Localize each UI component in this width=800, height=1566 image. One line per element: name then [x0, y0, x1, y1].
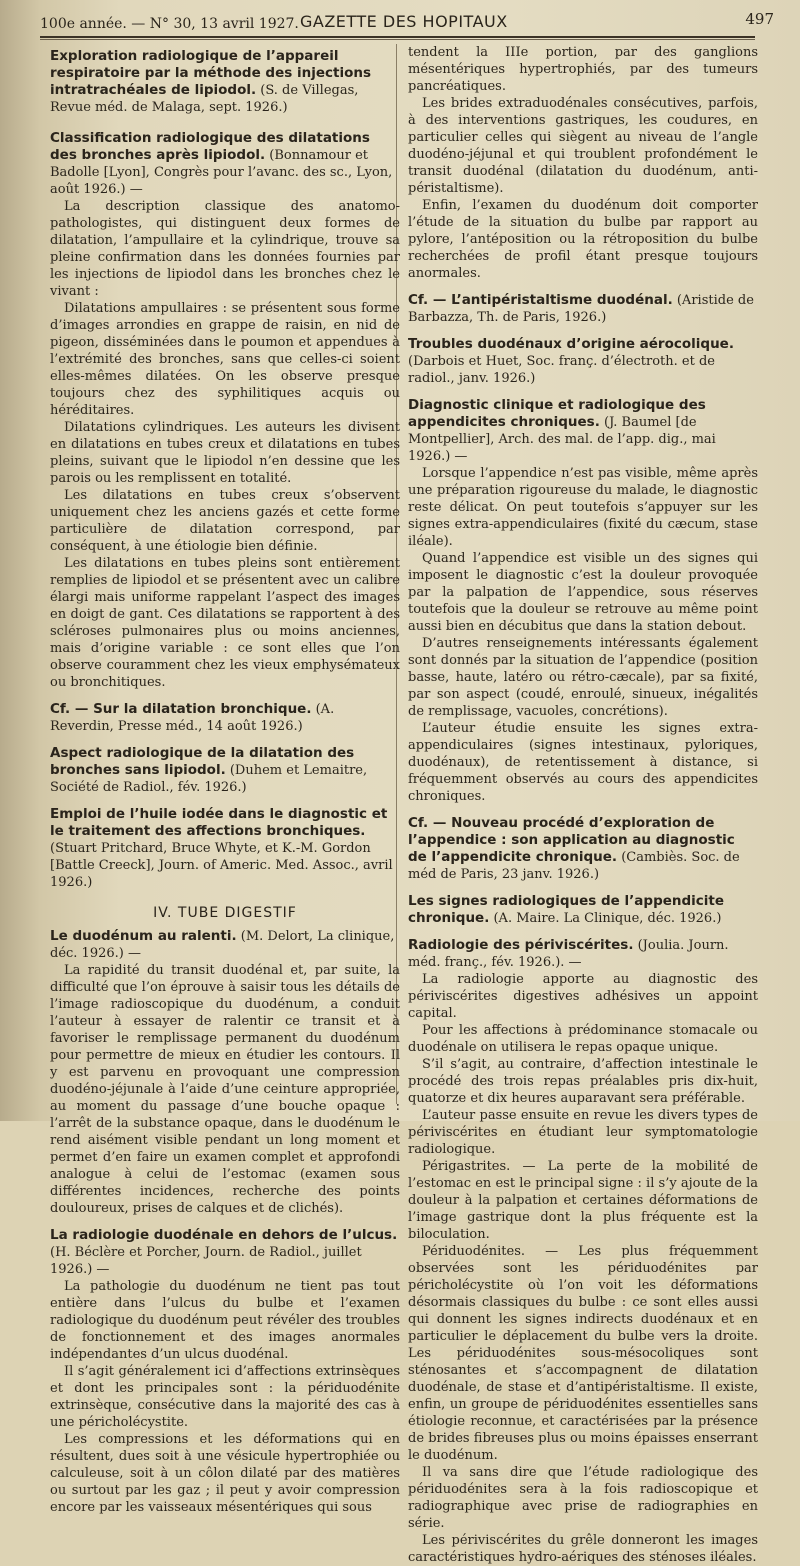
- paragraph: Périgastrites. — La perte de la mobilité de l’estomac en est le principal signe : il s’y ajoute de la douleur à la palpation et certaines déformations de l’image gastrique dont la plus fréquente est la biloculation.: [408, 1159, 758, 1242]
- paragraph: Dilatations cylindriques. Les auteurs les divisent en dilatations en tubes creux et dilatations en tubes pleins, suivant que le lipiodol n’en dessine que les parois ou les remplissent en totalité.: [50, 420, 400, 486]
- article-title: Aspect radiologique de la dilatation des bronches sans lipiodol.: [50, 745, 355, 778]
- article-citation: (Cambiès. Soc. de méd de Paris, 23 janv. 1926.): [408, 850, 740, 882]
- article-heading: [408, 397, 758, 465]
- article-citation: (Darbois et Huet, Soc. franç. d’électroth. et de radiol., janv. 1926.): [408, 354, 715, 386]
- article-title: Emploi de l’huile iodée dans le diagnostic et le traitement des affections bronchiques.: [50, 806, 388, 839]
- article-heading: [408, 336, 758, 387]
- article-citation: (A. Maire. La Clinique, déc. 1926.): [493, 911, 722, 926]
- article-title: Les signes radiologiques de l’appendicite chronique.: [408, 893, 725, 926]
- article-citation: (Aristide de Barbazza, Th. de Paris, 1926.): [408, 293, 754, 325]
- article-title: Cf. — L’antipéristaltisme duodénal.: [408, 292, 673, 308]
- article-title: Classification radiologique des dilatations des bronches après lipiodol.: [50, 130, 370, 163]
- article-heading: [50, 928, 400, 962]
- article-citation: (J. Baumel [de Montpellier], Arch. des mal. de l’app. dig., mai 1926.) —: [408, 415, 716, 464]
- article-heading: [50, 745, 400, 796]
- paragraph: Il s’agit généralement ici d’affections extrinsèques et dont les principales sont : la périduodénite extrinsèque, consécutive dans la majorité des cas à une péricholécystite.: [50, 1364, 400, 1430]
- paragraph: Lorsque l’appendice n’est pas visible, même après une préparation rigoureuse du malade, le diagnostic reste délicat. On peut toutefois s’appuyer sur les signes extra-appendiculaires (fixité du cæcum, stase iléale).: [408, 466, 758, 549]
- article-heading: [50, 806, 400, 891]
- left-column: [50, 44, 400, 1516]
- article-citation: (Bonnamour et Badolle [Lyon], Congrès pour l’avanc. des sc., Lyon, août 1926.) —: [50, 148, 393, 197]
- paragraph: D’autres renseignements intéressants également sont donnés par la situation de l’appendice (position basse, haute, latéro ou rétro-cæcale), par sa fixité, par son aspect (coudé, enroulé, sinueux, inégalités de remplissage, vacuoles, concrétions).: [408, 636, 758, 719]
- page-number: 497: [745, 10, 774, 28]
- article-citation: (A. Reverdin, Presse méd., 14 août 1926.): [50, 702, 335, 734]
- paragraph: Les périviscérites du grêle donneront les images caractéristiques hydro-aériques des sténoses iléales.: [408, 1533, 758, 1565]
- section-title: IV. TUBE DIGESTIF: [153, 905, 297, 921]
- paragraph: La description classique des anatomo-pathologistes, qui distinguent deux formes de dilatation, l’ampullaire et la cylindrique, trouve sa pleine confirmation dans les données fournies par les injections de lipiodol dans les bronches chez le vivant :: [50, 199, 400, 299]
- article-title: Cf. — Sur la dilatation bronchique.: [50, 701, 312, 717]
- article-citation: (M. Delort, La clinique, déc. 1926.) —: [50, 929, 395, 961]
- page-header: [22, 6, 782, 36]
- article-heading: [408, 815, 758, 883]
- issue-info: 100e année. — N° 30, 13 avril 1927.: [40, 16, 299, 32]
- paragraph: Dilatations ampullaires : se présentent sous forme d’images arrondies en grappe de raisin, en nid de pigeon, disséminées dans le poumon et appendues à l’extrémité des bronches, sans que celles-ci soient elles-mêmes dilatées. On les observe presque toujours chez des syphilitiques acquis ou héréditaires.: [50, 301, 400, 418]
- paragraph: Les dilatations en tubes creux s’observent uniquement chez les anciens gazés et cette forme particulière de dilatation correspond, par conséquent, à une étiologie bien définie.: [50, 488, 400, 554]
- article-heading: [408, 937, 758, 971]
- article-citation: (Stuart Pritchard, Bruce Whyte, et K.-M. Gordon [Battle Creeck], Journ. of Americ. Med. Assoc., avril 1926.): [50, 841, 393, 890]
- paragraph: La rapidité du transit duodénal et, par suite, la difficulté que l’on éprouve à saisir tous les détails de l’image radioscopique du duodénum, a conduit l’auteur à essayer de ralentir ce transit et à favoriser le remplissage permanent du duodénum pour permettre de mieux en étudier les contours. Il y est parvenu en provoquant une compression duodéno-jéjunale à l’aide d’une ceinture appropriée, au moment du passage d’une bouche opaque : l’arrêt de la substance opaque, dans le duodénum le rend aisément visible pendant un long moment et permet d’en faire un examen complet et approfondi analogue à celui de l’estomac (examen sous différentes incidences, recherche des points douloureux, prises de calques et de clichés).: [50, 963, 400, 1216]
- paragraph: L’auteur étudie ensuite les signes extra-appendiculaires (signes intestinaux, pyloriques, duodénaux), de retentissement à distance, si fréquemment observés au cours des appendicites chroniques.: [408, 721, 758, 804]
- article-title: Cf. — Nouveau procédé d’exploration de l’appendice : son application au diagnostic de l’appendicite chronique.: [408, 815, 735, 865]
- header-rule: [40, 36, 755, 38]
- header-rule-thin: [40, 39, 755, 40]
- article-heading: [50, 48, 400, 116]
- article-heading: [408, 292, 758, 326]
- article-citation: (H. Béclère et Porcher, Journ. de Radiol., juillet 1926.) —: [50, 1245, 362, 1277]
- paragraph: S’il s’agit, au contraire, d’affection intestinale le procédé des trois repas préalables pris dix-huit, quatorze et dix heures auparavant sera préférable.: [408, 1057, 758, 1106]
- paragraph: La radiologie apporte au diagnostic des périviscérites digestives adhésives un appoint capital.: [408, 972, 758, 1021]
- right-column: [408, 44, 758, 1566]
- paragraph: Pour les affections à prédominance stomacale ou duodénale on utilisera le repas opaque unique.: [408, 1023, 758, 1055]
- paragraph: Périduodénites. — Les plus fréquemment observées sont les périduodénites par péricholécystite où l’on voit les déformations désormais classiques du bulbe : ce sont elles aussi qui donnent les signes indirects duodénaux et en particulier le déplacement du bulbe vers la droite. Les périduodénites sous-mésocoliques sont sténosantes et s’accompagnent de dilatation duodénale, de stase et d’antipéristaltisme. Il existe, enfin, un groupe de périduodénites essentielles sans étiologie reconnue, et caractérisées par la présence de brides fibreuses plus ou moins épaisses enserrant le duodénum.: [408, 1244, 758, 1463]
- article-title: Exploration radiologique de l’appareil respiratoire par la méthode des injections intratrachéales de lipiodol.: [50, 48, 372, 98]
- article-citation: (Duhem et Lemaitre, Société de Radiol., fév. 1926.): [50, 763, 368, 795]
- article-title: La radiologie duodénale en dehors de l’ulcus.: [50, 1227, 398, 1243]
- article-heading: [50, 701, 400, 735]
- article-title: Le duodénum au ralenti.: [50, 928, 237, 944]
- article-heading: [408, 893, 758, 927]
- paragraph: Enfin, l’examen du duodénum doit comporter l’étude de la situation du bulbe par rapport au pylore, l’antéposition ou la rétroposition du bulbe recherchées de profil étant presque toujours anormales.: [408, 198, 758, 281]
- article-title: Diagnostic clinique et radiologique des appendicites chroniques.: [408, 397, 706, 430]
- article-citation: (S. de Villegas, Revue méd. de Malaga, sept. 1926.): [50, 83, 359, 115]
- article-title: Troubles duodénaux d’origine aérocolique.: [408, 336, 734, 352]
- article-title: Radiologie des périviscérites.: [408, 937, 634, 953]
- paragraph: La pathologie du duodénum ne tient pas tout entière dans l’ulcus du bulbe et l’examen radiologique du duodénum peut révéler des troubles de fonctionnement et des images anormales indépendantes d’un ulcus duodénal.: [50, 1279, 400, 1362]
- paragraph: tendent la IIIe portion, par des ganglions mésentériques hypertrophiés, par des tumeurs pancréatiques.: [408, 45, 758, 94]
- paragraph: Quand l’appendice est visible un des signes qui imposent le diagnostic c’est la douleur provoquée par la palpation de l’appendice, sous réserves toutefois que la douleur se retrouve au même point aussi bien en décubitus que dans la station debout.: [408, 551, 758, 634]
- article-heading: [50, 1227, 400, 1278]
- paragraph: Les brides extraduodénales consécutives, parfois, à des interventions gastriques, les coudures, en particulier celles qui siègent au niveau de l’angle duodéno-jéjunal et qui troublent profondément le transit duodénal (dilatation du duodénum, anti-péristaltisme).: [408, 96, 758, 196]
- paragraph: L’auteur passe ensuite en revue les divers types de périviscérites en étudiant leur symptomatologie radiologique.: [408, 1108, 758, 1157]
- article-heading: [50, 130, 400, 198]
- paragraph: Il va sans dire que l’étude radiologique des périduodénites sera à la fois radioscopique et radiographique avec prise de radiographies en série.: [408, 1465, 758, 1531]
- paragraph: Les compressions et les déformations qui en résultent, dues soit à une vésicule hypertrophiée ou calculeuse, soit à un côlon dilaté par des matières ou surtout par les gaz ; il peut y avoir compression encore par les vaisseaux mésentériques qui sous: [50, 1432, 400, 1515]
- journal-title: GAZETTE DES HOPITAUX: [300, 12, 508, 31]
- article-citation: (Joulia. Journ. méd. franç., fév. 1926.). —: [408, 938, 729, 970]
- paragraph: Les dilatations en tubes pleins sont entièrement remplies de lipiodol et se présentent avec un calibre élargi mais uniforme rappelant l’aspect des images en doigt de gant. Ces dilatations se rapportent à des scléroses pulmonaires plus ou moins anciennes, mais d’origine variable : ce sont elles que l’on observe couramment chez les vieux emphysémateux ou bronchitiques.: [50, 556, 400, 690]
